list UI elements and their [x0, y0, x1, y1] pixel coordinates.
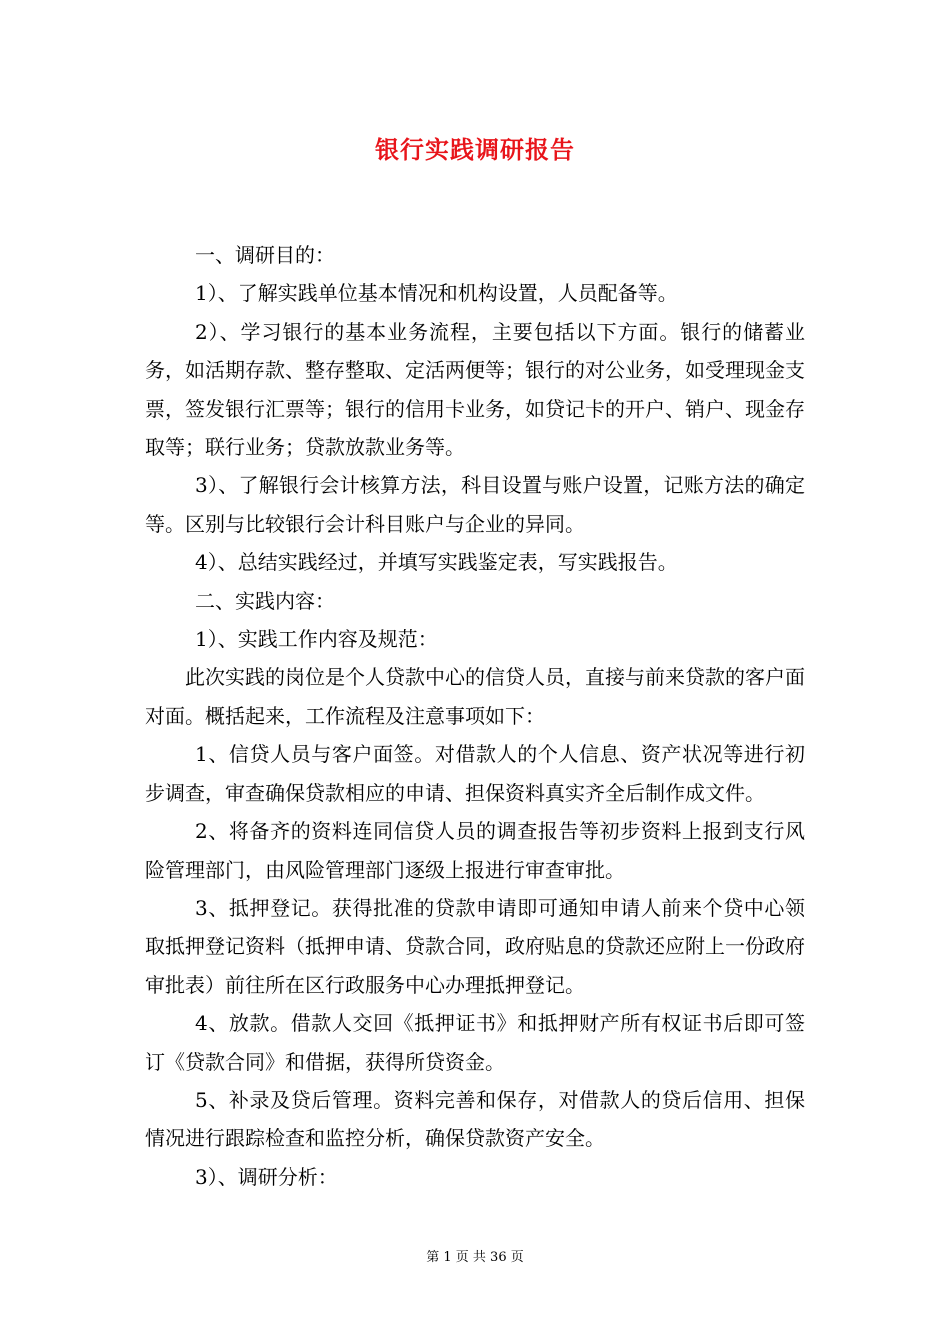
- paragraph-step-2: 2、将备齐的资料连同信贷人员的调查报告等初步资料上报到支行风险管理部门，由风险管理部门逐级上报进行审查审批。: [145, 819, 805, 882]
- document-body: [145, 236, 805, 1196]
- paragraph-content-intro: 此次实践的岗位是个人贷款中心的信贷人员，直接与前来贷款的客户面对面。概括起来，工作流程及注意事项如下：: [145, 665, 805, 728]
- paragraph-step-1: 1、信贷人员与客户面签。对借款人的个人信息、资产状况等进行初步调查，审查确保贷款相应的申请、担保资料真实齐全后制作成文件。: [145, 742, 805, 805]
- paragraph-content-1: 1）、实践工作内容及规范：: [195, 627, 438, 652]
- paragraph-step-4: 4、放款。借款人交回《抵押证书》和抵押财产所有权证书后即可签订《贷款合同》和借据，获得所贷资金。: [145, 1011, 805, 1074]
- paragraph-purpose-2: 2）、学习银行的基本业务流程，主要包括以下方面。银行的储蓄业务，如活期存款、整存整取、定活两便等；银行的对公业务，如受理现金支票，签发银行汇票等；银行的信用卡业务，如贷记卡的开户、销户、现金存取等；联行业务；贷款放款业务等。: [145, 319, 805, 460]
- section-heading-content: 二、实践内容：: [195, 588, 335, 613]
- paragraph-purpose-3: 3）、了解银行会计核算方法，科目设置与账户设置，记账方法的确定等。区别与比较银行会计科目账户与企业的异同。: [145, 473, 805, 536]
- paragraph-step-5: 5、补录及贷后管理。资料完善和保存，对借款人的贷后信用、担保情况进行跟踪检查和监控分析，确保贷款资产安全。: [145, 1087, 805, 1151]
- paragraph-step-3: 3、抵押登记。获得批准的贷款申请即可通知申请人前来个贷中心领取抵押登记资料（抵押申请、贷款合同，政府贴息的贷款还应附上一份政府审批表）前往所在区行政服务中心办理抵押登记。: [145, 895, 805, 997]
- paragraph-analysis: 3）、调研分析：: [195, 1164, 338, 1189]
- page-number-footer: 第 1 页 共 36 页: [426, 1250, 524, 1265]
- paragraph-purpose-4: 4）、总结实践经过，并填写实践鉴定表，写实践报告。: [195, 550, 678, 575]
- paragraph-purpose-1: 1）、了解实践单位基本情况和机构设置，人员配备等。: [195, 281, 678, 306]
- document-title: 银行实践调研报告: [375, 135, 575, 164]
- section-heading-purpose: 一、调研目的：: [195, 243, 335, 267]
